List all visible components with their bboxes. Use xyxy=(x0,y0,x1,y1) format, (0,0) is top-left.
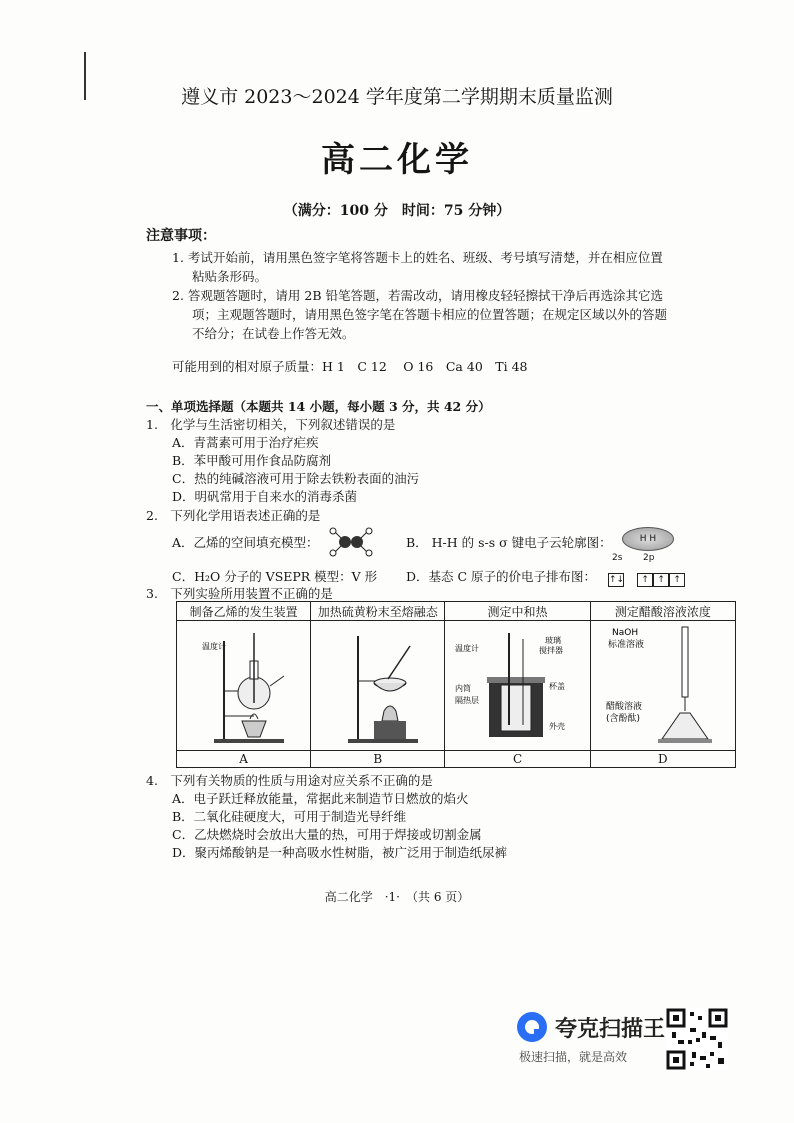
c-inner-label: 内筒 xyxy=(454,684,471,693)
apparatus-label-c: C xyxy=(445,751,590,768)
notice-line: 项；主观题答题时，请用黑色签字笔在答题卡相应的位置答题；在规定区域以外的答题 xyxy=(192,307,668,322)
notice-heading: 注意事项： xyxy=(146,228,216,244)
q1-option-d: D．明矾常用于自来水的消毒杀菌 xyxy=(172,489,358,504)
apparatus-header: 加热硫黄粉末至熔融态 xyxy=(311,602,445,621)
q2-option-a: A．乙烯的空间填充模型： xyxy=(172,535,319,550)
q1-option-c: C．热的纯碱溶液可用于除去铁粉表面的油污 xyxy=(172,471,420,486)
qr-code-icon xyxy=(666,1008,728,1070)
notice-line: 粘贴条形码。 xyxy=(192,269,268,284)
c-stirrer-label: 玻璃 xyxy=(544,636,561,645)
apparatus-b-cell xyxy=(311,621,445,751)
exam-series-title: 遵义市 2023～2024 学年度第二学期期末质量监测 xyxy=(181,86,613,108)
orbital-box: ↑ xyxy=(653,573,669,587)
c-thermometer-label: 温度计 xyxy=(454,644,479,653)
quark-logo-icon xyxy=(515,1010,549,1044)
d-acid-label: 醋酸溶液 xyxy=(605,702,642,712)
c-insulation-label: 隔热层 xyxy=(454,696,479,705)
orbital-box: ↑↓ xyxy=(609,575,625,585)
q2-option-b: B． H-H 的 s-s σ 键电子云轮廓图： xyxy=(406,535,612,550)
apparatus-label-a: A xyxy=(177,751,311,768)
q2-option-c: C．H₂O 分子的 VSEPR 模型：V 形 xyxy=(172,569,378,584)
notice-line: 2. 答观题答题时，请用 2B 铅笔答题，若需改动，请用橡皮轻轻擦拭干净后再选涂其它选 xyxy=(172,288,663,303)
calorimeter-icon xyxy=(453,621,583,747)
q2-option-d: D．基态 C 原子的价电子排布图： xyxy=(406,569,597,584)
q4-option-a: A．电子跃迁释放能量，常据此来制造节日燃放的焰火 xyxy=(172,791,469,806)
q4-stem: 4. 下列有关物质的性质与用途对应关系不正确的是 xyxy=(146,773,433,788)
orbital-diagram xyxy=(608,567,685,587)
ethylene-apparatus-icon xyxy=(184,621,304,747)
apparatus-table xyxy=(176,601,736,768)
q1-option-a: A．青蒿素可用于治疗疟疾 xyxy=(172,435,319,450)
apparatus-d-cell xyxy=(590,621,735,751)
d-indicator-label: (含酚酞) xyxy=(605,714,640,724)
d-standard-label: 标准溶液 xyxy=(607,640,644,650)
section-heading: 一、单项选择题（本题共 14 小题，每小题 3 分，共 42 分） xyxy=(146,399,491,414)
orbital-box: ↑ xyxy=(669,573,685,587)
ethylene-model-icon xyxy=(325,527,377,557)
apparatus-header: 测定醋酸溶液浓度 xyxy=(590,602,735,621)
apparatus-a-cell xyxy=(177,621,311,751)
orbital-2s-label: 2s xyxy=(612,553,623,563)
apparatus-header: 测定中和热 xyxy=(445,602,590,621)
q3-stem: 3. 下列实验所用装置不正确的是 xyxy=(146,586,333,601)
electron-cloud-icon: H H xyxy=(622,527,674,551)
apparatus-c-cell xyxy=(445,621,590,751)
apparatus-label-b: B xyxy=(311,751,445,768)
notice-line: 不给分；在试卷上作答无效。 xyxy=(192,326,355,341)
c-stirrer-label-2: 搅拌器 xyxy=(538,646,563,655)
orbital-box: ↑ xyxy=(637,573,653,587)
q1-stem: 1. 化学与生活密切相关，下列叙述错误的是 xyxy=(146,417,396,432)
exam-info: （满分：100 分 时间：75 分钟） xyxy=(283,203,511,219)
notice-line: 1. 考试开始前，请用黑色签字笔将答题卡上的姓名、班级、考号填写清楚，并在相应位置 xyxy=(172,250,663,265)
d-naoh-label: NaOH xyxy=(611,628,638,638)
q2-stem: 2. 下列化学用语表述正确的是 xyxy=(146,508,321,523)
c-shell-label: 外壳 xyxy=(548,722,565,731)
q4-option-b: B．二氧化硅硬度大，可用于制造光导纤维 xyxy=(172,809,407,824)
thermometer-label: 温度计 xyxy=(201,642,226,651)
q4-option-d: D．聚丙烯酸钠是一种高吸水性树脂，被广泛用于制造纸尿裤 xyxy=(172,845,508,860)
titration-icon xyxy=(598,621,728,747)
orbital-2p-label: 2p xyxy=(643,553,655,563)
page-footer: 高二化学 ·1· （共 6 页） xyxy=(324,890,470,904)
apparatus-header: 制备乙烯的发生装置 xyxy=(177,602,311,621)
c-cover-label: 杯盖 xyxy=(548,682,565,691)
atomic-mass-line: 可能用到的相对原子质量：H 1 C 12 O 16 Ca 40 Ti 48 xyxy=(172,359,528,374)
q4-option-c: C．乙炔燃烧时会放出大量的热，可用于焊接或切割金属 xyxy=(172,827,482,842)
brand-slogan: 极速扫描，就是高效 xyxy=(519,1050,628,1064)
brand-name: 夸克扫描王 xyxy=(555,1017,666,1042)
subject-title: 高二化学 xyxy=(321,140,473,180)
sulfur-heating-icon xyxy=(318,621,438,747)
apparatus-label-d: D xyxy=(590,751,735,768)
q1-option-b: B．苯甲酸可用作食品防腐剂 xyxy=(172,453,332,468)
